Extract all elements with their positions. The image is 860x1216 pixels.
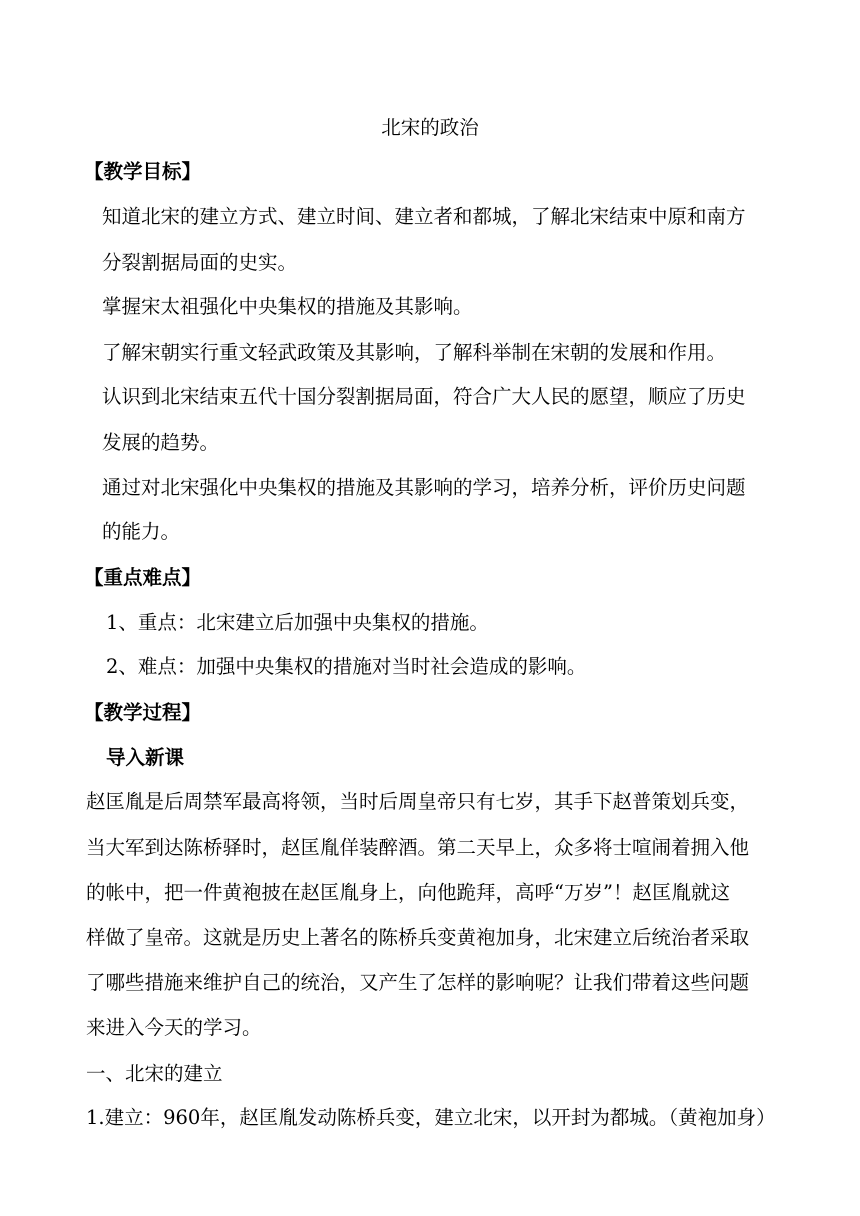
section-heading-process: 【教学过程】 [84,701,202,724]
section-heading-key-points: 【重点难点】 [84,566,202,589]
intro-line: 样做了皇帝。这就是历史上著名的陈桥兵变黄袍加身，北宋建立后统治者采取 [86,926,750,949]
content-item: 1.建立：960年，赵匡胤发动陈桥兵变，建立北宋，以开封为都城。（黄袍加身） [86,1106,776,1129]
intro-line: 的帐中，把一件黄袍披在赵匡胤身上，向他跪拜，高呼“万岁”！赵匡胤就这 [86,881,730,904]
objective-line: 分裂割据局面的史实。 [102,251,298,274]
objective-line: 通过对北宋强化中央集权的措施及其影响的学习，培养分析，评价历史问题 [102,476,746,499]
intro-line: 了哪些措施来维护自己的统治，又产生了怎样的影响呢？让我们带着这些问题 [86,971,750,994]
key-point-line: 2、难点：加强中央集权的措施对当时社会造成的影响。 [106,655,587,678]
objective-line: 发展的趋势。 [102,431,220,454]
intro-line: 赵匡胤是后周禁军最高将领，当时后周皇帝只有七岁，其手下赵普策划兵变， [86,790,750,813]
objective-line: 知道北宋的建立方式、建立时间、建立者和都城，了解北宋结束中原和南方 [102,205,746,228]
document-title: 北宋的政治 [381,116,479,139]
objective-line: 了解宋朝实行重文轻武政策及其影响，了解科举制在宋朝的发展和作用。 [102,341,727,364]
objective-line: 认识到北宋结束五代十国分裂割据局面，符合广大人民的愿望，顺应了历史 [102,385,746,408]
intro-line: 当大军到达陈桥驿时，赵匡胤佯装醉酒。第二天早上，众多将士喧闹着拥入他 [86,836,750,859]
part-heading: 一、北宋的建立 [86,1062,223,1085]
section-heading-objectives: 【教学目标】 [84,160,202,183]
subheading-intro: 导入新课 [106,746,185,769]
key-point-line: 1、重点：北宋建立后加强中央集权的措施。 [106,611,489,634]
objective-line: 掌握宋太祖强化中央集权的措施及其影响。 [102,295,473,318]
objective-line: 的能力。 [102,520,181,543]
intro-line: 来进入今天的学习。 [86,1016,262,1039]
